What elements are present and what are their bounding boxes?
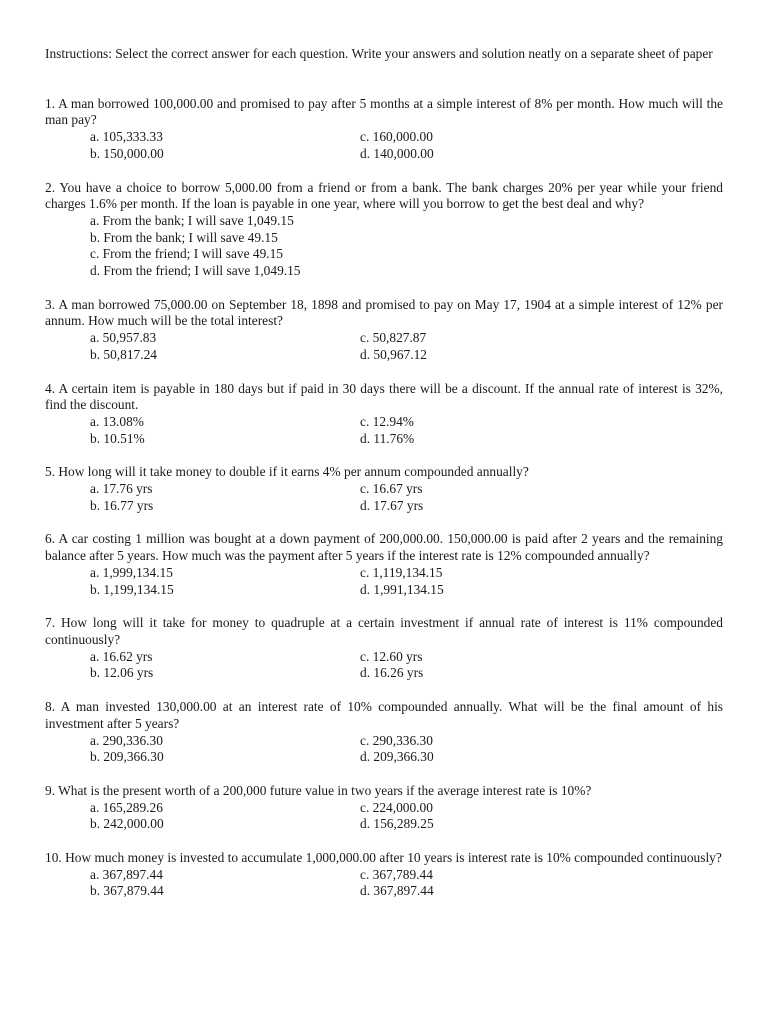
question-list: [45, 96, 723, 900]
question-4: [45, 381, 723, 448]
answer-choice: d. 156,289.25: [360, 816, 434, 832]
answer-choice: a. 290,336.30: [90, 732, 163, 748]
question-stem: 9. What is the present worth of a 200,000 future value in two years if the average interest rate is 10%?: [45, 782, 592, 798]
answer-choices: [90, 481, 723, 514]
answer-choices: [90, 649, 723, 682]
answer-choice: d. 367,897.44: [360, 883, 434, 899]
answer-choice: d. 209,366.30: [360, 749, 434, 765]
answer-choice: d. 1,991,134.15: [360, 581, 444, 597]
question-stem: 3. A man borrowed 75,000.00 on September 18, 1898 and promised to pay on May 17, 1904 at a simple interest of 12% per annum. How much will be the total interest?: [45, 296, 723, 329]
question-9: [45, 783, 723, 833]
answer-choice: a. 1,999,134.15: [90, 564, 173, 580]
answer-choice: d. 50,967.12: [360, 346, 427, 362]
question-stem: 6. A car costing 1 million was bought at a down payment of 200,000.00. 150,000.00 is paid after 2 years and the remaining balance after 5 years. How much was the payment after 5 years if the interest rate is 12% compounded annually?: [45, 531, 723, 564]
answer-choice: b. 209,366.30: [90, 749, 164, 765]
answer-choice: a. 367,897.44: [90, 866, 163, 882]
answer-choice: c. 16.67 yrs: [360, 481, 423, 497]
answer-choice: b. 150,000.00: [90, 145, 164, 161]
question-5: [45, 464, 723, 514]
answer-choice: a. 13.08%: [90, 413, 144, 429]
question-stem: 4. A certain item is payable in 180 days but if paid in 30 days there will be a discount. If the annual rate of interest is 32%, find the discount.: [45, 380, 723, 413]
question-stem: 5. How long will it take money to double if it earns 4% per annum compounded annually?: [45, 464, 529, 480]
answer-choices: [90, 565, 723, 598]
answer-choice: d. 17.67 yrs: [360, 497, 424, 513]
answer-choices: [90, 800, 723, 833]
answer-choice: a. 105,333.33: [90, 129, 163, 145]
question-1: [45, 96, 723, 163]
answer-choice: b. From the bank; I will save 49.15: [90, 229, 278, 245]
question-7: [45, 615, 723, 682]
answer-choice: d. 11.76%: [360, 430, 415, 446]
answer-choice: c. 224,000.00: [360, 799, 433, 815]
answer-choice: d. 16.26 yrs: [360, 665, 424, 681]
question-2: [45, 180, 723, 280]
answer-choices: [90, 414, 723, 447]
answer-choice: c. From the friend; I will save 49.15: [90, 246, 284, 262]
answer-choice: c. 12.60 yrs: [360, 648, 423, 664]
answer-choice: c. 290,336.30: [360, 732, 433, 748]
answer-choice: b. 50,817.24: [90, 346, 157, 362]
answer-choices: [90, 129, 723, 162]
answer-choice: c. 50,827.87: [360, 330, 427, 346]
question-6: [45, 531, 723, 598]
question-3: [45, 297, 723, 364]
answer-choice: a. From the bank; I will save 1,049.15: [90, 212, 294, 228]
answer-choices: [90, 733, 723, 766]
answer-choice: a. 17.76 yrs: [90, 481, 153, 497]
question-stem: 8. A man invested 130,000.00 at an interest rate of 10% compounded annually. What will be the final amount of his investment after 5 years?: [45, 699, 723, 731]
answer-choice: b. 242,000.00: [90, 816, 164, 832]
question-stem: 2. You have a choice to borrow 5,000.00 from a friend or from a bank. The bank charges 20% per year while your friend charges 1.6% per month. If the loan is payable in one year, where will you borrow to get the best deal and why?: [45, 179, 723, 212]
answer-choice: c. 160,000.00: [360, 129, 433, 145]
question-stem: 1. A man borrowed 100,000.00 and promised to pay after 5 months at a simple interest of 8% per month. How much will the man pay?: [45, 95, 723, 128]
answer-choice: a. 16.62 yrs: [90, 648, 153, 664]
question-stem: 10. How much money is invested to accumulate 1,000,000.00 after 10 years is interest rate is 10% compounded continuously?: [45, 850, 722, 866]
question-10: [45, 850, 723, 900]
answer-choice: b. 16.77 yrs: [90, 497, 154, 513]
answer-choice: b. 367,879.44: [90, 883, 164, 899]
question-8: [45, 699, 723, 766]
answer-choices: [90, 213, 723, 280]
answer-choice: b. 1,199,134.15: [90, 581, 174, 597]
answer-choice: c. 12.94%: [360, 413, 414, 429]
answer-choice: a. 165,289.26: [90, 799, 163, 815]
answer-choices: [90, 867, 723, 900]
question-stem: 7. How long will it take for money to quadruple at a certain investment if annual rate of interest is 11% compounded continuously?: [45, 615, 723, 647]
answer-choices: [90, 330, 723, 363]
worksheet-page: [45, 46, 723, 917]
answer-choice: c. 1,119,134.15: [360, 564, 443, 580]
instructions-text: Instructions: Select the correct answer for each question. Write your answers and solution neatly on a separate sheet of paper: [45, 46, 713, 61]
answer-choice: b. 10.51%: [90, 430, 145, 446]
answer-choice: b. 12.06 yrs: [90, 665, 154, 681]
answer-choice: d. From the friend; I will save 1,049.15: [90, 263, 301, 279]
answer-choice: a. 50,957.83: [90, 330, 157, 346]
answer-choice: d. 140,000.00: [360, 145, 434, 161]
answer-choice: c. 367,789.44: [360, 866, 433, 882]
